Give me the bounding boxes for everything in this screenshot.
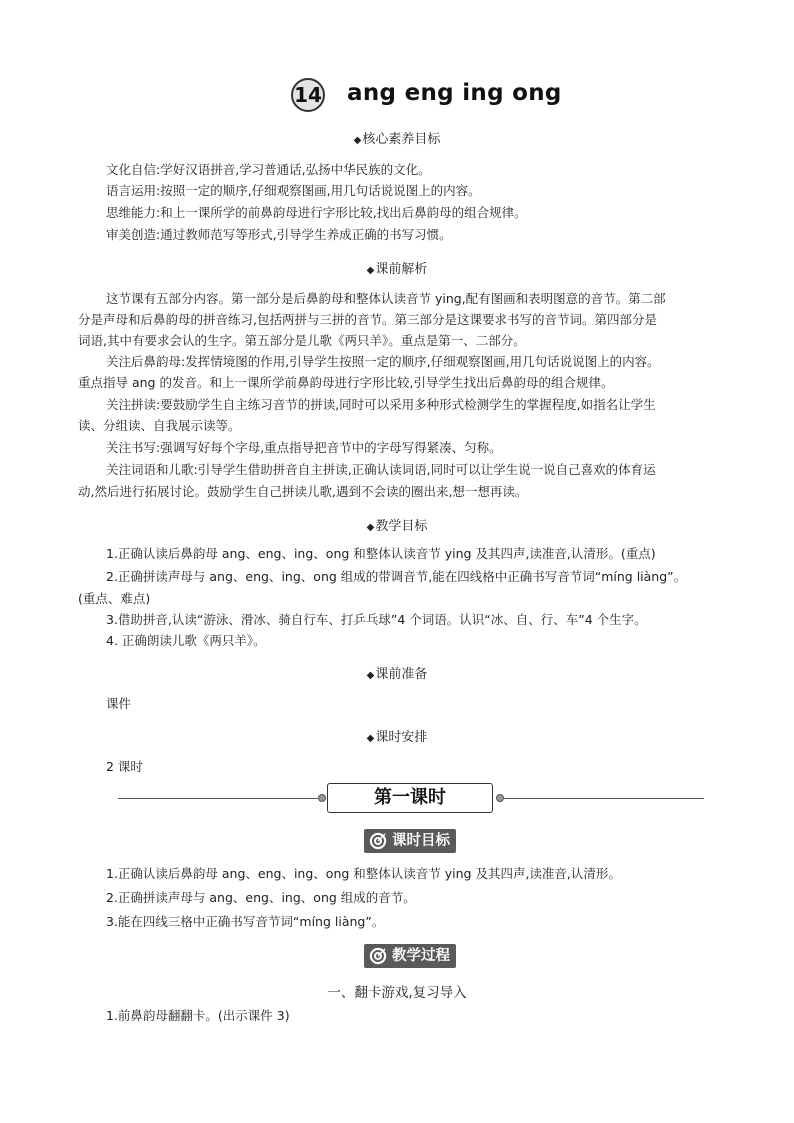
diamond-icon: ◆ <box>366 522 375 533</box>
lesson-title: ang eng ing ong <box>347 80 562 106</box>
analysis-line: 关注词语和儿歌:引导学生借助拼音自主拼读,正确认读词语,同时可以让学生说一说自己喜欢的体育运 <box>106 462 656 477</box>
period-goals-tag-text: 课时目标 <box>392 833 450 849</box>
teaching-goal-line: 2.正确拼读声母与 ang、eng、ing、ong 组成的带调音节,能在四线格中正确书写音节词“míng liàng”。 <box>106 569 687 584</box>
analysis-line: 读、分组读、自我展示读等。 <box>78 418 241 433</box>
analysis-heading <box>0 258 794 277</box>
period-goal-line: 2.正确拼读声母与 ang、eng、ing、ong 组成的音节。 <box>106 890 416 905</box>
lesson-period-banner <box>118 783 704 815</box>
core-goals-heading-text: 核心素养目标 <box>362 132 441 147</box>
diamond-icon: ◆ <box>366 265 375 276</box>
preparation-text: 课件 <box>106 696 132 711</box>
diamond-icon: ◆ <box>366 670 375 681</box>
preparation-heading-text: 课前准备 <box>375 667 428 682</box>
schedule-text: 2 课时 <box>106 759 143 774</box>
core-goal-item: 审美创造:通过教师范写等形式,引导学生养成正确的书写习惯。 <box>106 227 452 242</box>
banner-rule-right <box>504 798 704 799</box>
analysis-line: 词语,其中有要求会认的生字。第五部分是儿歌《两只羊》。重点是第一、二部分。 <box>78 333 526 348</box>
schedule-heading <box>0 726 794 745</box>
step-heading: 一、翻卡游戏,复习导入 <box>327 985 467 1001</box>
teaching-goal-line: 1.正确认读后鼻韵母 ang、eng、ing、ong 和整体认读音节 ying 及其四声,读准音,认清形。(重点) <box>106 546 656 561</box>
lesson-number-badge: 14 <box>291 78 325 112</box>
teaching-goals-heading-text: 教学目标 <box>375 519 428 534</box>
preparation-heading <box>0 663 794 682</box>
diamond-icon: ◆ <box>353 135 362 146</box>
banner-rule-left <box>118 798 318 799</box>
period-goals-tag <box>364 829 456 853</box>
analysis-line: 分是声母和后鼻韵母的拼音练习,包括两拼与三拼的音节。第三部分是这课要求书写的音节词。第四部分是 <box>78 312 657 327</box>
schedule-heading-text: 课时安排 <box>375 730 428 745</box>
analysis-line: 重点指导 ang 的发音。和上一课所学前鼻韵母进行字形比较,引导学生找出后鼻韵母的组合规律。 <box>78 375 614 390</box>
analysis-line: 关注书写:强调写好每个字母,重点指导把音节中的字母写得紧凑、匀称。 <box>106 440 502 455</box>
teaching-goal-line: (重点、难点) <box>78 591 151 606</box>
analysis-line: 这节课有五部分内容。第一部分是后鼻韵母和整体认读音节 ying,配有图画和表明图意的音节。第二部 <box>106 291 666 306</box>
core-goal-item: 文化自信:学好汉语拼音,学习普通话,弘扬中华民族的文化。 <box>106 162 431 177</box>
teaching-goals-heading <box>0 515 794 534</box>
lesson-header <box>0 78 794 118</box>
period-goal-line: 1.正确认读后鼻韵母 ang、eng、ing、ong 和整体认读音节 ying 及其四声,读准音,认清形。 <box>106 866 621 881</box>
core-goals-heading <box>0 128 794 147</box>
core-goal-item: 思维能力:和上一课所学的前鼻韵母进行字形比较,找出后鼻韵母的组合规律。 <box>106 205 527 220</box>
banner-dot-right <box>496 794 504 802</box>
step-line: 1.前鼻韵母翻翻卡。(出示课件 3) <box>106 1008 290 1023</box>
target-icon <box>369 947 387 965</box>
analysis-line: 关注拼读:要鼓励学生自主练习音节的拼读,同时可以采用多种形式检测学生的掌握程度,如指名让学生 <box>106 397 656 412</box>
analysis-line: 关注后鼻韵母:发挥情境图的作用,引导学生按照一定的顺序,仔细观察图画,用几句话说说图上的内容。 <box>106 354 660 369</box>
period-goal-line: 3.能在四线三格中正确书写音节词“míng liàng”。 <box>106 914 385 929</box>
teaching-goal-line: 3.借助拼音,认读“游泳、滑冰、骑自行车、打乒乓球”4 个词语。认识“冰、自、行、车”4 个生字。 <box>106 612 647 627</box>
analysis-line: 动,然后进行拓展讨论。鼓励学生自己拼读儿歌,遇到不会读的圈出来,想一想再读。 <box>78 484 528 499</box>
banner-dot-left <box>318 794 326 802</box>
teaching-goal-line: 4. 正确朗读儿歌《两只羊》。 <box>106 633 266 648</box>
teaching-process-tag-text: 教学过程 <box>392 948 450 964</box>
diamond-icon: ◆ <box>366 733 375 744</box>
banner-title: 第一课时 <box>327 783 493 813</box>
core-goal-item: 语言运用:按照一定的顺序,仔细观察图画,用几句话说说图上的内容。 <box>106 183 481 198</box>
target-icon <box>369 832 387 850</box>
teaching-process-tag <box>364 944 456 968</box>
analysis-heading-text: 课前解析 <box>375 262 428 277</box>
